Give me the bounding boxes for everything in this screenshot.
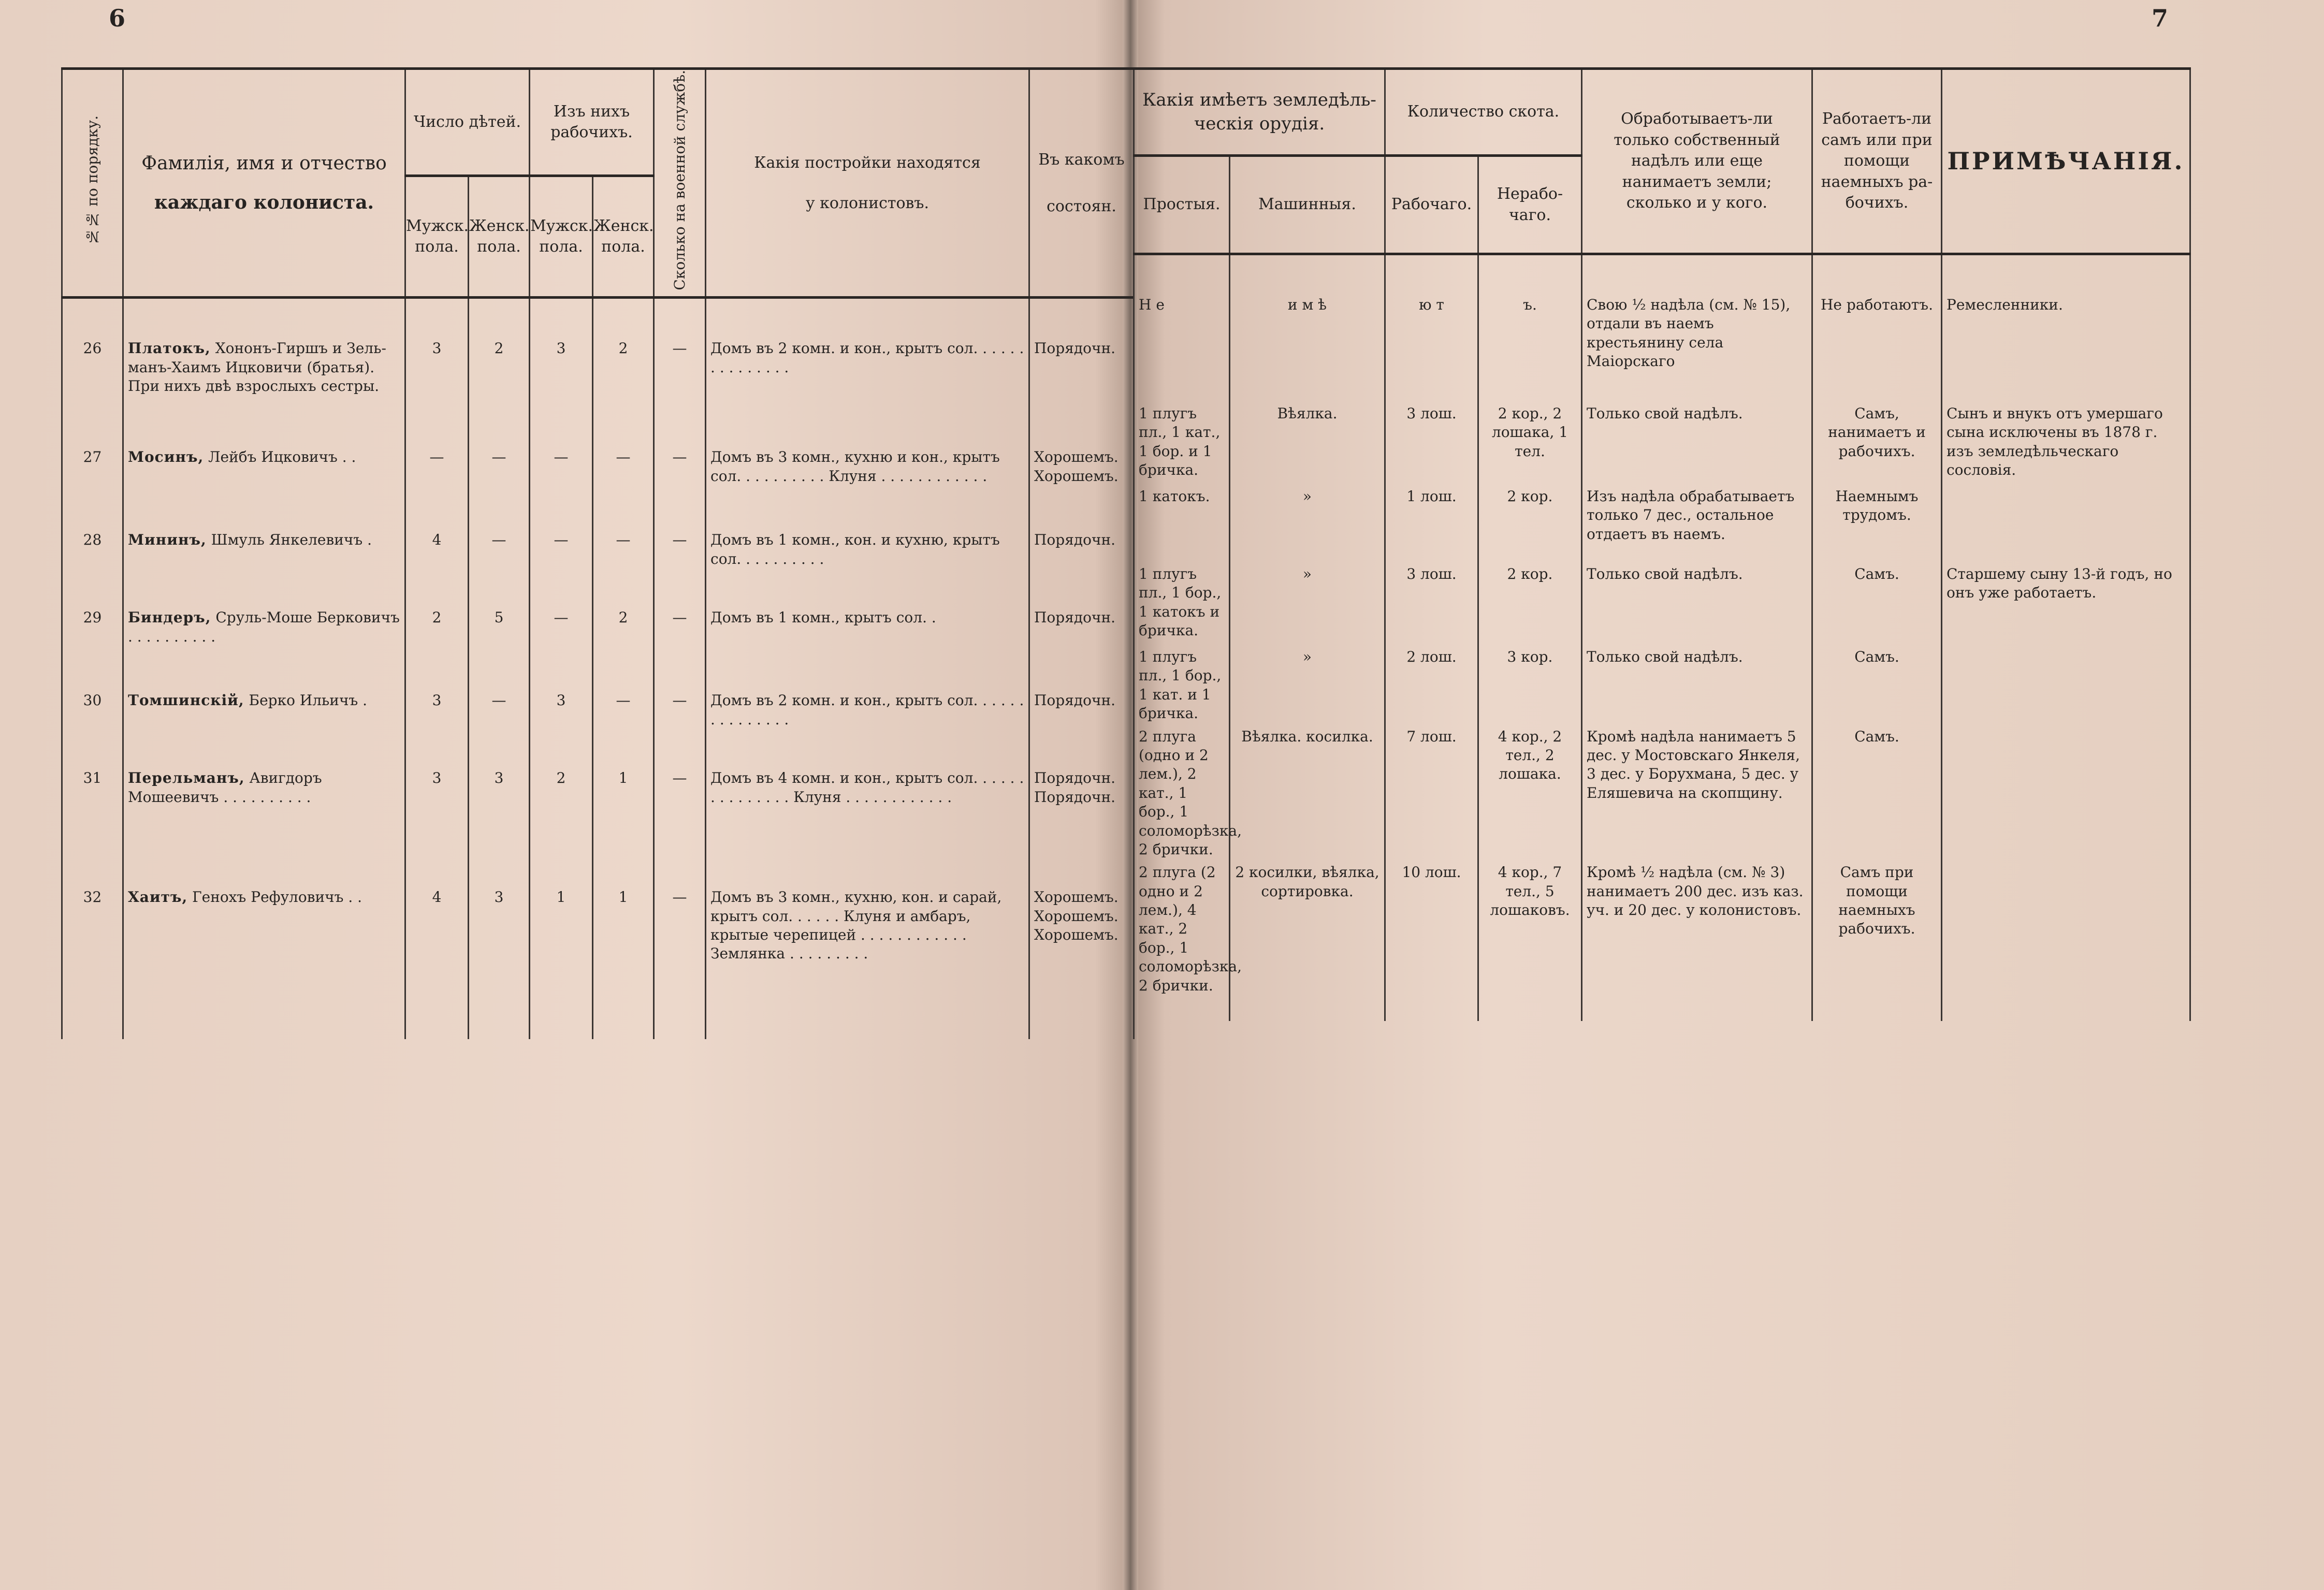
workers-female-header: Женск. пола. <box>593 176 654 298</box>
workers-male: — <box>530 444 593 527</box>
row-number: 31 <box>62 765 123 884</box>
children-male: — <box>405 444 469 527</box>
right-table-row <box>1134 400 2190 483</box>
left-table-row <box>62 687 1134 765</box>
children-female: 5 <box>469 604 530 687</box>
colonist-surname: Перельманъ, <box>128 769 245 787</box>
cattle-nonworking-header: Нерабо-чаго. <box>1478 156 1582 254</box>
tools-simple: Н е <box>1134 291 1230 400</box>
right-table-row <box>1134 859 2190 995</box>
workers-male: 3 <box>530 335 593 444</box>
children-male: 3 <box>405 335 469 444</box>
row-number: 27 <box>62 444 123 527</box>
colonist-given-name: Авигдоръ Мошеевичъ . . . . . . . . . . <box>128 769 322 806</box>
col-no-header: №№ по порядку. <box>62 69 123 298</box>
workers-male: 1 <box>530 884 593 1013</box>
military-service: — <box>654 604 706 687</box>
workers-female: — <box>593 444 654 527</box>
tools-machine: 2 косилки, вѣялка, сортировка. <box>1230 859 1385 995</box>
colonist-name <box>123 335 405 444</box>
col-buildings-header: Какія постройки находятся у колонистовъ. <box>706 69 1029 298</box>
tools-simple: 1 катокъ. <box>1134 483 1230 561</box>
row-notes <box>1942 483 2190 561</box>
workers-female: 2 <box>593 604 654 687</box>
labor-info: Не работаютъ. <box>1812 291 1942 400</box>
cattle-working: 7 лош. <box>1385 723 1478 859</box>
children-male: 4 <box>405 884 469 1013</box>
tools-simple: 1 плугъ пл., 1 кат., 1 бор. и 1 бричка. <box>1134 400 1230 483</box>
buildings-condition: Порядочн. Порядочн. <box>1029 765 1134 884</box>
children-male: 4 <box>405 527 469 604</box>
military-service: — <box>654 765 706 884</box>
colonist-surname: Платокъ, <box>128 340 211 357</box>
row-number: 29 <box>62 604 123 687</box>
buildings-condition: Порядочн. <box>1029 335 1134 444</box>
colonist-surname: Мосинъ, <box>128 448 204 466</box>
row-number: 28 <box>62 527 123 604</box>
left-table-row <box>62 884 1134 1013</box>
tools-simple: 2 плуга (2 одно и 2 лем.), 4 кат., 2 бор., 1 соломорѣзка, 2 брички. <box>1134 859 1230 995</box>
left-page-number: 6 <box>109 4 126 32</box>
buildings-condition: Порядочн. <box>1029 687 1134 765</box>
land-info: Свою ½ надѣла (см. № 15), отдали въ наемъ крестьянину села Маіорскаго <box>1582 291 1812 400</box>
buildings: Домъ въ 2 комн. и кон., крытъ сол. . . . . . . . . . . . . . . <box>706 687 1029 765</box>
right-colonist-table <box>1133 67 2191 1021</box>
tools-simple: 1 плугъ пл., 1 бор., 1 кат. и 1 бричка. <box>1134 644 1230 723</box>
colonist-surname: Биндеръ, <box>128 609 211 626</box>
buildings-condition: Порядочн. <box>1029 527 1134 604</box>
right-table-row <box>1134 483 2190 561</box>
colonist-name <box>123 765 405 884</box>
land-info: Изъ надѣла обрабатываетъ только 7 дес., остальное отдаетъ въ наемъ. <box>1582 483 1812 561</box>
workers-male: 2 <box>530 765 593 884</box>
right-page-number: 7 <box>2152 4 2169 32</box>
land-info: Только свой надѣлъ. <box>1582 400 1812 483</box>
left-table-row <box>62 527 1134 604</box>
children-male: 3 <box>405 687 469 765</box>
col-land-header: Обработываетъ-ли только собственный надѣлъ или еще нанимаетъ земли; сколько и у кого. <box>1582 69 1812 254</box>
children-female-header: Женск. пола. <box>469 176 530 298</box>
children-male: 3 <box>405 765 469 884</box>
colonist-given-name: Шмуль Янкелевичъ . <box>211 531 372 549</box>
colonist-given-name: Сруль-Моше Берковичъ . . . . . . . . . . <box>128 609 400 645</box>
colonist-name <box>123 687 405 765</box>
buildings: Домъ въ 1 комн., кон. и кухню, крытъ сол. . . . . . . . . . <box>706 527 1029 604</box>
colonist-name <box>123 527 405 604</box>
children-female: — <box>469 444 530 527</box>
military-service: — <box>654 444 706 527</box>
colonist-given-name: Генохъ Рефуловичъ . . <box>192 888 362 906</box>
land-info: Только свой надѣлъ. <box>1582 561 1812 644</box>
workers-female: 1 <box>593 884 654 1013</box>
tools-machine: и м ѣ <box>1230 291 1385 400</box>
cattle-working: ю т <box>1385 291 1478 400</box>
children-female: — <box>469 527 530 604</box>
left-table-row <box>62 444 1134 527</box>
land-info: Кромѣ надѣла нанимаетъ 5 дес. у Мостовскаго Янкеля, 3 дес. у Борухмана, 5 дес. у Еляшевича на скопщину. <box>1582 723 1812 859</box>
colonist-given-name: Хононъ-Гиршъ и Зель-манъ-Хаимъ Ицковичи (братья). При нихъ двѣ взрослыхъ сестры. <box>128 340 386 395</box>
workers-male: — <box>530 527 593 604</box>
row-notes <box>1942 859 2190 995</box>
row-notes <box>1942 644 2190 723</box>
cattle-working: 1 лош. <box>1385 483 1478 561</box>
right-table-row <box>1134 644 2190 723</box>
children-male: 2 <box>405 604 469 687</box>
buildings: Домъ въ 2 комн. и кон., крытъ сол. . . . . . . . . . . . . . . <box>706 335 1029 444</box>
buildings: Домъ въ 3 комн., кухню, кон. и сарай, крытъ сол. . . . . . Клуня и амбаръ, крытые черепицей . . . . . . . . . . . . Землянка . . . . . . . . . <box>706 884 1029 1013</box>
labor-info: Наемнымъ трудомъ. <box>1812 483 1942 561</box>
col-condition-header: Въ какомъ состоян. <box>1029 69 1134 298</box>
col-cattle-header: Количество скота. <box>1385 69 1582 156</box>
cattle-nonworking: 4 кор., 7 тел., 5 лошаковъ. <box>1478 859 1582 995</box>
workers-female: 1 <box>593 765 654 884</box>
buildings-condition: Хорошемъ. Хорошемъ. <box>1029 444 1134 527</box>
col-notes-header: ПРИМѢЧАНІЯ. <box>1942 69 2190 254</box>
col-children-header: Число дѣтей. <box>405 69 530 176</box>
tools-simple: 1 плугъ пл., 1 бор., 1 катокъ и бричка. <box>1134 561 1230 644</box>
cattle-working-header: Рабочаго. <box>1385 156 1478 254</box>
children-female: — <box>469 687 530 765</box>
colonist-name <box>123 884 405 1013</box>
col-tools-header: Какія имѣетъ земледѣль- ческія орудія. <box>1134 69 1385 156</box>
workers-male: — <box>530 604 593 687</box>
cattle-nonworking: 3 кор. <box>1478 644 1582 723</box>
row-notes: Сынъ и внукъ отъ умершаго сына исключены въ 1878 г. изъ земледѣльческаго сословія. <box>1942 400 2190 483</box>
buildings: Домъ въ 3 комн., кухню и кон., крытъ сол. . . . . . . . . . Клуня . . . . . . . . . . . . <box>706 444 1029 527</box>
cattle-working: 2 лош. <box>1385 644 1478 723</box>
row-notes: Старшему сыну 13-й годъ, но онъ уже работаетъ. <box>1942 561 2190 644</box>
tools-machine: » <box>1230 483 1385 561</box>
left-table-row <box>62 604 1134 687</box>
buildings-condition: Порядочн. <box>1029 604 1134 687</box>
cattle-nonworking: ъ. <box>1478 291 1582 400</box>
tools-machine: Вѣялка. <box>1230 400 1385 483</box>
labor-info: Самъ при помощи наемныхъ рабочихъ. <box>1812 859 1942 995</box>
children-female: 2 <box>469 335 530 444</box>
colonist-given-name: Берко Ильичъ . <box>249 692 368 709</box>
colonist-name <box>123 604 405 687</box>
land-info: Кромѣ ½ надѣла (см. № 3) нанимаетъ 200 дес. изъ каз. уч. и 20 дес. у колонистовъ. <box>1582 859 1812 995</box>
col-military-header: Сколько на военной службѣ. <box>654 69 706 298</box>
row-number: 32 <box>62 884 123 1013</box>
labor-info: Самъ, нанимаетъ и рабочихъ. <box>1812 400 1942 483</box>
children-female: 3 <box>469 884 530 1013</box>
buildings: Домъ въ 4 комн. и кон., крытъ сол. . . . . . . . . . . . . . . Клуня . . . . . . . . . . . . <box>706 765 1029 884</box>
col-labor-header: Работаетъ-ли самъ или при помощи наемныхъ ра-бочихъ. <box>1812 69 1942 254</box>
tools-machine: » <box>1230 644 1385 723</box>
cattle-nonworking: 2 кор. <box>1478 561 1582 644</box>
col-workers-header: Изъ нихъ рабочихъ. <box>530 69 654 176</box>
right-table-row <box>1134 723 2190 859</box>
row-number: 26 <box>62 335 123 444</box>
military-service: — <box>654 884 706 1013</box>
buildings-condition: Хорошемъ. Хорошемъ. Хорошемъ. <box>1029 884 1134 1013</box>
workers-male-header: Мужск. пола. <box>530 176 593 298</box>
land-info: Только свой надѣлъ. <box>1582 644 1812 723</box>
col-name-header: Фамилія, имя и отчество каждаго колониста. <box>123 69 405 298</box>
workers-female: — <box>593 687 654 765</box>
cattle-nonworking: 2 кор. <box>1478 483 1582 561</box>
buildings: Домъ въ 1 комн., крытъ сол. . <box>706 604 1029 687</box>
tools-simple-header: Простыя. <box>1134 156 1230 254</box>
military-service: — <box>654 527 706 604</box>
cattle-working: 3 лош. <box>1385 400 1478 483</box>
cattle-nonworking: 2 кор., 2 лошака, 1 тел. <box>1478 400 1582 483</box>
tools-machine: » <box>1230 561 1385 644</box>
left-table-row <box>62 335 1134 444</box>
colonist-surname: Мининъ, <box>128 531 207 549</box>
row-notes: Ремесленники. <box>1942 291 2190 400</box>
workers-female: 2 <box>593 335 654 444</box>
tools-machine-header: Машинныя. <box>1230 156 1385 254</box>
cattle-working: 10 лош. <box>1385 859 1478 995</box>
tools-simple: 2 плуга (одно и 2 лем.), 2 кат., 1 бор., 1 соломорѣзка, 2 брички. <box>1134 723 1230 859</box>
left-colonist-table <box>61 67 1135 1039</box>
children-male-header: Мужск. пола. <box>405 176 469 298</box>
cattle-nonworking: 4 кор., 2 тел., 2 лошака. <box>1478 723 1582 859</box>
workers-female: — <box>593 527 654 604</box>
colonist-given-name: Лейбъ Ицковичъ . . <box>208 448 356 466</box>
workers-male: 3 <box>530 687 593 765</box>
military-service: — <box>654 687 706 765</box>
military-service: — <box>654 335 706 444</box>
row-notes <box>1942 723 2190 859</box>
left-table-row <box>62 765 1134 884</box>
right-table-row <box>1134 561 2190 644</box>
labor-info: Самъ. <box>1812 644 1942 723</box>
children-female: 3 <box>469 765 530 884</box>
tools-machine: Вѣялка. косилка. <box>1230 723 1385 859</box>
cattle-working: 3 лош. <box>1385 561 1478 644</box>
colonist-name <box>123 444 405 527</box>
labor-info: Самъ. <box>1812 723 1942 859</box>
row-number: 30 <box>62 687 123 765</box>
labor-info: Самъ. <box>1812 561 1942 644</box>
right-table-row <box>1134 291 2190 400</box>
colonist-surname: Хаитъ, <box>128 888 188 906</box>
colonist-surname: Томшинскій, <box>128 692 244 709</box>
